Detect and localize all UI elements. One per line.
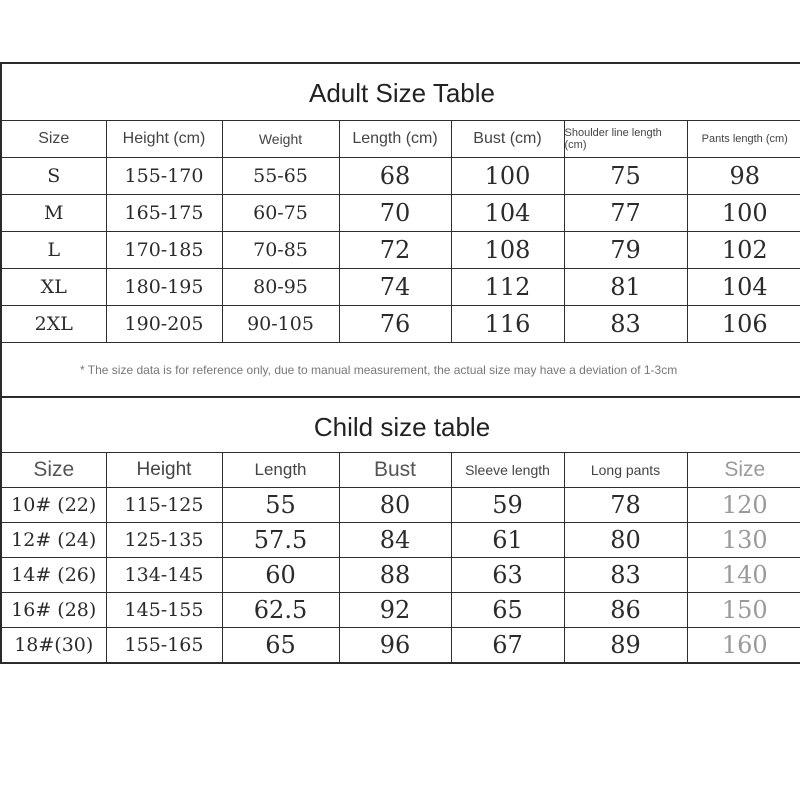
child-table-title: Child size table [313, 412, 491, 442]
height-cell: 165-175 [106, 195, 222, 232]
bust-cell: 92 [339, 593, 451, 628]
child-header-row [2, 453, 800, 488]
header-size: Size [2, 121, 106, 158]
height-cell: 134-145 [106, 558, 222, 593]
header-height: Height (cm) [106, 121, 222, 158]
child-size-table [2, 452, 800, 663]
table-row [2, 488, 800, 523]
size-cell: S [2, 158, 106, 195]
table-row [2, 306, 800, 343]
bust-cell: 84 [339, 523, 451, 558]
pants-length-cell: 104 [687, 269, 800, 306]
length-cell: 74 [339, 269, 451, 306]
height-cell: 180-195 [106, 269, 222, 306]
length-cell: 62.5 [222, 593, 339, 628]
height-cell: 155-165 [106, 628, 222, 663]
shoulder-cell: 79 [564, 232, 687, 269]
long-pants-cell: 86 [564, 593, 687, 628]
weight-cell: 90-105 [222, 306, 339, 343]
pants-length-cell: 102 [687, 232, 800, 269]
length-cell: 60 [222, 558, 339, 593]
size-number-cell: 120 [687, 488, 800, 523]
bust-cell: 112 [451, 269, 564, 306]
adult-size-table-section [0, 62, 800, 398]
size-cell: 14# (26) [2, 558, 106, 593]
size-number-cell: 160 [687, 628, 800, 663]
weight-cell: 70-85 [222, 232, 339, 269]
table-row [2, 232, 800, 269]
length-cell: 76 [339, 306, 451, 343]
table-row [2, 558, 800, 593]
weight-cell: 60-75 [222, 195, 339, 232]
size-cell: XL [2, 269, 106, 306]
size-cell: 12# (24) [2, 523, 106, 558]
sleeve-length-cell: 65 [451, 593, 564, 628]
bust-cell: 116 [451, 306, 564, 343]
weight-cell: 55-65 [222, 158, 339, 195]
long-pants-cell: 78 [564, 488, 687, 523]
header-size: Size [2, 453, 106, 488]
length-cell: 55 [222, 488, 339, 523]
long-pants-cell: 89 [564, 628, 687, 663]
shoulder-cell: 75 [564, 158, 687, 195]
size-cell: L [2, 232, 106, 269]
shoulder-cell: 81 [564, 269, 687, 306]
size-cell: 16# (28) [2, 593, 106, 628]
long-pants-cell: 83 [564, 558, 687, 593]
height-cell: 125-135 [106, 523, 222, 558]
pants-length-cell: 98 [687, 158, 800, 195]
adult-header-row [2, 121, 800, 158]
pants-length-cell: 100 [687, 195, 800, 232]
shoulder-cell: 83 [564, 306, 687, 343]
header-sleeve-length: Sleeve length [451, 453, 564, 488]
table-row [2, 523, 800, 558]
bust-cell: 100 [451, 158, 564, 195]
size-cell: 18#(30) [2, 628, 106, 663]
size-number-cell: 140 [687, 558, 800, 593]
bust-cell: 108 [451, 232, 564, 269]
length-cell: 68 [339, 158, 451, 195]
weight-cell: 80-95 [222, 269, 339, 306]
table-row [2, 628, 800, 663]
table-row [2, 593, 800, 628]
height-cell: 170-185 [106, 232, 222, 269]
header-long-pants: Long pants [564, 453, 687, 488]
length-cell: 65 [222, 628, 339, 663]
header-shoulder: Shoulder line length (cm) [564, 121, 687, 158]
length-cell: 70 [339, 195, 451, 232]
bust-cell: 80 [339, 488, 451, 523]
header-weight: Weight [222, 121, 339, 158]
header-size-2: Size [687, 453, 800, 488]
header-bust: Bust [339, 453, 451, 488]
adult-table-title: Adult Size Table [309, 78, 495, 108]
long-pants-cell: 80 [564, 523, 687, 558]
header-length: Length [222, 453, 339, 488]
measurement-note: * The size data is for reference only, due to manual measurement, the actual size may have a deviation of 1-3cm [2, 343, 800, 398]
shoulder-cell: 77 [564, 195, 687, 232]
sleeve-length-cell: 61 [451, 523, 564, 558]
header-height: Height [106, 453, 222, 488]
height-cell: 190-205 [106, 306, 222, 343]
length-cell: 72 [339, 232, 451, 269]
bust-cell: 104 [451, 195, 564, 232]
table-row [2, 158, 800, 195]
size-number-cell: 130 [687, 523, 800, 558]
size-cell: 10# (22) [2, 488, 106, 523]
header-bust: Bust (cm) [451, 121, 564, 158]
table-row [2, 269, 800, 306]
length-cell: 57.5 [222, 523, 339, 558]
bust-cell: 96 [339, 628, 451, 663]
table-row [2, 195, 800, 232]
adult-size-table [2, 120, 800, 398]
size-number-cell: 150 [687, 593, 800, 628]
height-cell: 155-170 [106, 158, 222, 195]
sleeve-length-cell: 63 [451, 558, 564, 593]
header-length: Length (cm) [339, 121, 451, 158]
sleeve-length-cell: 59 [451, 488, 564, 523]
pants-length-cell: 106 [687, 306, 800, 343]
child-size-table-section [0, 398, 800, 664]
height-cell: 115-125 [106, 488, 222, 523]
height-cell: 145-155 [106, 593, 222, 628]
header-pants-length: Pants length (cm) [687, 121, 800, 158]
size-cell: 2XL [2, 306, 106, 343]
bust-cell: 88 [339, 558, 451, 593]
size-cell: M [2, 195, 106, 232]
note-row [2, 343, 800, 398]
sleeve-length-cell: 67 [451, 628, 564, 663]
